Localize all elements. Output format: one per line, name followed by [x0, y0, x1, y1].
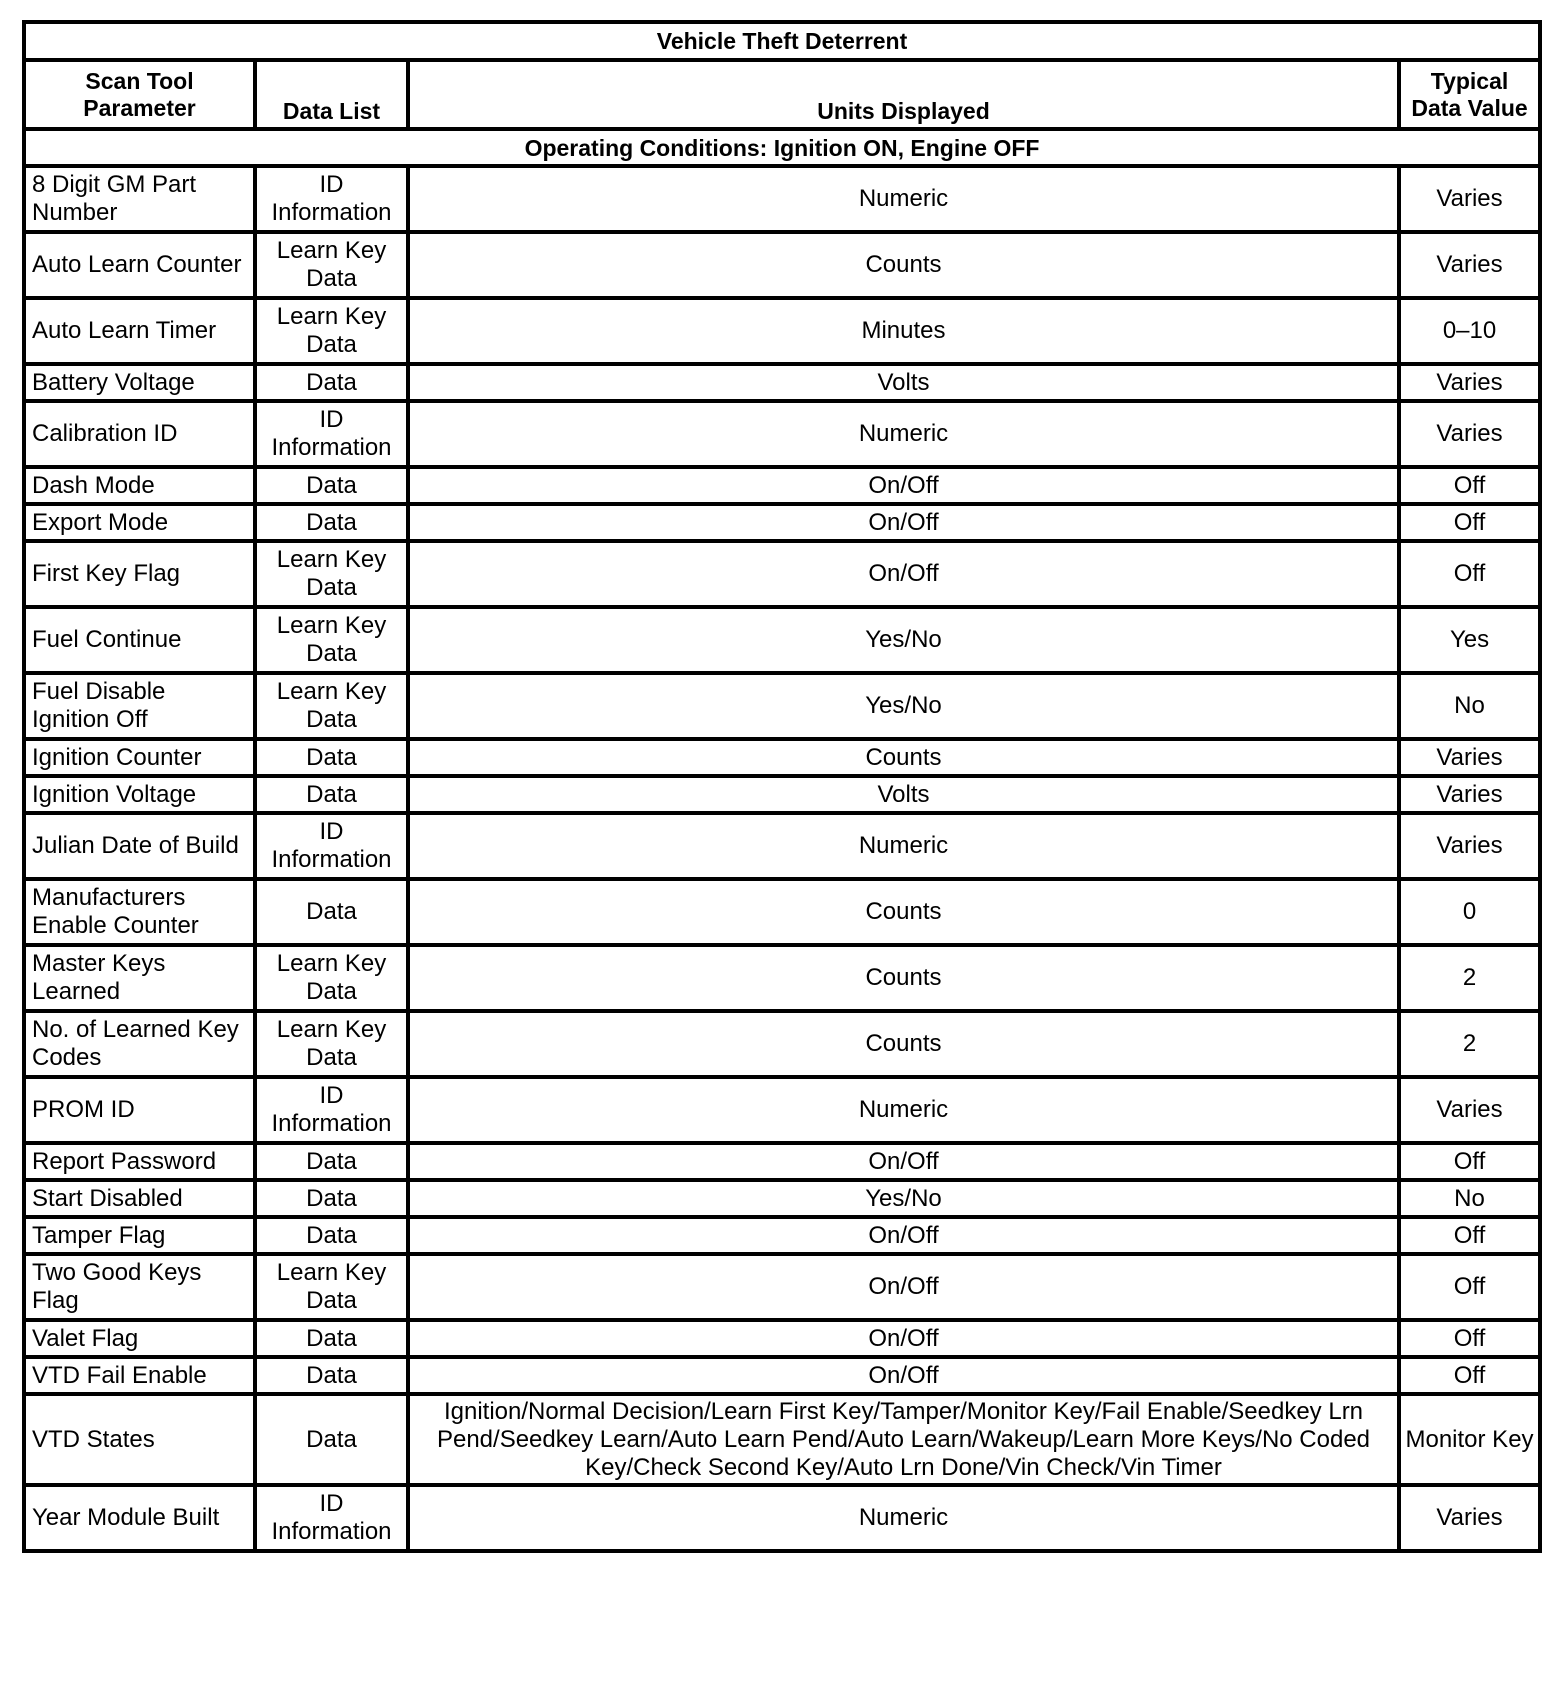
units-cell: Numeric: [408, 1485, 1399, 1551]
table-row: [24, 401, 1540, 467]
typical-value-cell: Off: [1399, 1217, 1540, 1254]
parameter-cell: Auto Learn Timer: [24, 298, 255, 364]
table-row: [24, 298, 1540, 364]
data-list-cell: Data: [255, 1217, 408, 1254]
parameter-cell: Report Password: [24, 1143, 255, 1180]
data-list-cell: Data: [255, 739, 408, 776]
vehicle-theft-deterrent-table: [22, 20, 1542, 1553]
table-row: [24, 813, 1540, 879]
parameter-cell: Year Module Built: [24, 1485, 255, 1551]
parameter-cell: VTD Fail Enable: [24, 1357, 255, 1394]
table-row: [24, 1320, 1540, 1357]
table-row: [24, 1011, 1540, 1077]
parameter-cell: Manufacturers Enable Counter: [24, 879, 255, 945]
typical-value-cell: Off: [1399, 1320, 1540, 1357]
typical-value-cell: 2: [1399, 945, 1540, 1011]
units-cell: Volts: [408, 364, 1399, 401]
table-row: [24, 166, 1540, 232]
table-row: [24, 232, 1540, 298]
units-cell: Numeric: [408, 1077, 1399, 1143]
typical-value-cell: Varies: [1399, 739, 1540, 776]
data-list-cell: Data: [255, 504, 408, 541]
data-list-cell: Data: [255, 1143, 408, 1180]
units-cell: On/Off: [408, 504, 1399, 541]
data-list-cell: Learn Key Data: [255, 1011, 408, 1077]
data-list-cell: Learn Key Data: [255, 232, 408, 298]
table-row: [24, 1077, 1540, 1143]
typical-value-cell: 2: [1399, 1011, 1540, 1077]
typical-value-cell: 0–10: [1399, 298, 1540, 364]
units-cell: Minutes: [408, 298, 1399, 364]
typical-value-cell: Varies: [1399, 1485, 1540, 1551]
typical-value-cell: Varies: [1399, 813, 1540, 879]
typical-value-cell: No: [1399, 673, 1540, 739]
typical-value-cell: Varies: [1399, 1077, 1540, 1143]
table-body: [24, 166, 1540, 1551]
parameter-cell: Fuel Continue: [24, 607, 255, 673]
units-cell: Counts: [408, 739, 1399, 776]
data-list-cell: Learn Key Data: [255, 1254, 408, 1320]
parameter-cell: Battery Voltage: [24, 364, 255, 401]
parameter-cell: Tamper Flag: [24, 1217, 255, 1254]
data-list-cell: Data: [255, 364, 408, 401]
table-row: [24, 1357, 1540, 1394]
units-cell: On/Off: [408, 1217, 1399, 1254]
units-cell: Yes/No: [408, 1180, 1399, 1217]
data-list-cell: ID Information: [255, 166, 408, 232]
data-list-cell: Learn Key Data: [255, 945, 408, 1011]
units-cell: Counts: [408, 1011, 1399, 1077]
typical-value-cell: Monitor Key: [1399, 1394, 1540, 1485]
parameter-cell: Valet Flag: [24, 1320, 255, 1357]
table-row: [24, 776, 1540, 813]
units-cell: Numeric: [408, 401, 1399, 467]
typical-value-cell: Off: [1399, 1357, 1540, 1394]
parameter-cell: Calibration ID: [24, 401, 255, 467]
typical-value-cell: No: [1399, 1180, 1540, 1217]
typical-value-cell: Varies: [1399, 364, 1540, 401]
units-cell: Counts: [408, 945, 1399, 1011]
typical-value-cell: Varies: [1399, 232, 1540, 298]
units-cell: On/Off: [408, 467, 1399, 504]
units-cell: Volts: [408, 776, 1399, 813]
data-list-cell: ID Information: [255, 401, 408, 467]
parameter-cell: Export Mode: [24, 504, 255, 541]
table-row: [24, 945, 1540, 1011]
units-cell: On/Off: [408, 1143, 1399, 1180]
data-list-cell: Data: [255, 467, 408, 504]
table-row: [24, 1394, 1540, 1485]
data-list-cell: Data: [255, 1180, 408, 1217]
parameter-cell: PROM ID: [24, 1077, 255, 1143]
table-row: [24, 607, 1540, 673]
data-list-cell: Data: [255, 1357, 408, 1394]
data-list-cell: Data: [255, 1394, 408, 1485]
parameter-cell: Master Keys Learned: [24, 945, 255, 1011]
data-list-cell: Learn Key Data: [255, 607, 408, 673]
header-data-list: Data List: [255, 60, 408, 129]
parameter-cell: Fuel Disable Ignition Off: [24, 673, 255, 739]
table-row: [24, 1143, 1540, 1180]
typical-value-cell: Off: [1399, 504, 1540, 541]
parameter-cell: First Key Flag: [24, 541, 255, 607]
table-row: [24, 364, 1540, 401]
units-cell: Numeric: [408, 166, 1399, 232]
operating-conditions: Operating Conditions: Ignition ON, Engine OFF: [24, 129, 1540, 166]
parameter-cell: Dash Mode: [24, 467, 255, 504]
units-cell: On/Off: [408, 1320, 1399, 1357]
units-cell: Counts: [408, 232, 1399, 298]
parameter-cell: Julian Date of Build: [24, 813, 255, 879]
typical-value-cell: Off: [1399, 467, 1540, 504]
parameter-cell: No. of Learned Key Codes: [24, 1011, 255, 1077]
header-scan-tool-parameter: Scan Tool Parameter: [24, 60, 255, 129]
data-list-cell: ID Information: [255, 1077, 408, 1143]
typical-value-cell: Off: [1399, 541, 1540, 607]
parameter-cell: Two Good Keys Flag: [24, 1254, 255, 1320]
parameter-cell: Auto Learn Counter: [24, 232, 255, 298]
header-units-displayed: Units Displayed: [408, 60, 1399, 129]
data-list-cell: Learn Key Data: [255, 541, 408, 607]
units-cell: Yes/No: [408, 673, 1399, 739]
typical-value-cell: Yes: [1399, 607, 1540, 673]
typical-value-cell: Varies: [1399, 166, 1540, 232]
data-list-cell: Data: [255, 776, 408, 813]
parameter-cell: 8 Digit GM Part Number: [24, 166, 255, 232]
table-row: [24, 1217, 1540, 1254]
parameter-cell: VTD States: [24, 1394, 255, 1485]
data-list-cell: Learn Key Data: [255, 298, 408, 364]
data-list-cell: Data: [255, 879, 408, 945]
typical-value-cell: Varies: [1399, 401, 1540, 467]
data-list-cell: Learn Key Data: [255, 673, 408, 739]
data-list-cell: Data: [255, 1320, 408, 1357]
table-row: [24, 1180, 1540, 1217]
typical-value-cell: 0: [1399, 879, 1540, 945]
parameter-cell: Ignition Voltage: [24, 776, 255, 813]
parameter-cell: Start Disabled: [24, 1180, 255, 1217]
table-row: [24, 673, 1540, 739]
units-cell: Counts: [408, 879, 1399, 945]
units-cell: On/Off: [408, 1254, 1399, 1320]
header-typical-data-value: Typical Data Value: [1399, 60, 1540, 129]
table-row: [24, 739, 1540, 776]
units-cell: Ignition/Normal Decision/Learn First Key/Tamper/Monitor Key/Fail Enable/Seedkey Lrn Pend/Seedkey Learn/Auto Learn Pend/Auto Learn/Wakeup/Learn More Keys/No Coded Key/Check Second Key/Auto Lrn Done/Vin Check/Vin Timer: [408, 1394, 1399, 1485]
table-row: [24, 504, 1540, 541]
units-cell: Yes/No: [408, 607, 1399, 673]
table-title: Vehicle Theft Deterrent: [24, 22, 1540, 60]
data-list-cell: ID Information: [255, 813, 408, 879]
units-cell: On/Off: [408, 541, 1399, 607]
typical-value-cell: Off: [1399, 1143, 1540, 1180]
units-cell: On/Off: [408, 1357, 1399, 1394]
table-row: [24, 467, 1540, 504]
table-row: [24, 1254, 1540, 1320]
table-row: [24, 1485, 1540, 1551]
parameter-cell: Ignition Counter: [24, 739, 255, 776]
typical-value-cell: Off: [1399, 1254, 1540, 1320]
table-row: [24, 541, 1540, 607]
data-list-cell: ID Information: [255, 1485, 408, 1551]
typical-value-cell: Varies: [1399, 776, 1540, 813]
table-row: [24, 879, 1540, 945]
units-cell: Numeric: [408, 813, 1399, 879]
